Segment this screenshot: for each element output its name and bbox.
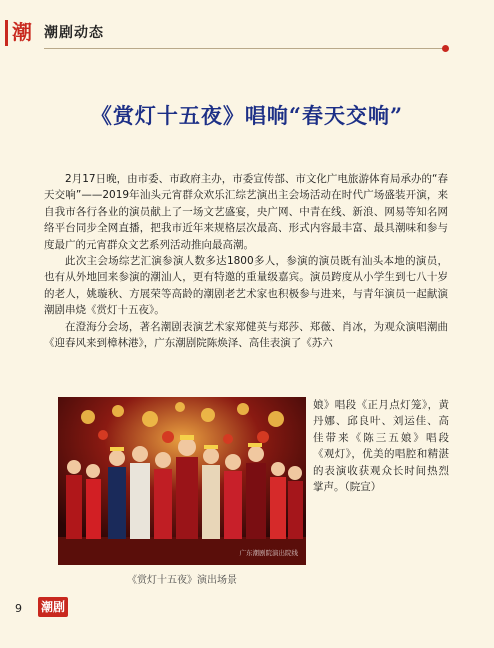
photo-caption: 《赏灯十五夜》演出场景 bbox=[127, 575, 237, 586]
paragraph-3: 在澄海分会场，著名潮剧表演艺术家郑健英与郑莎、郑薇、肖冰，为观众演唱潮曲《迎春风来到樟林港》，广东潮剧院陈焕泽、高佳表演了《苏六 bbox=[44, 320, 448, 350]
article-title: 《赏灯十五夜》唱响“春天交响” bbox=[90, 103, 404, 128]
header-logo: 潮 bbox=[12, 20, 32, 44]
performance-photo bbox=[58, 397, 306, 565]
page-number: 9 bbox=[15, 602, 22, 615]
header-divider bbox=[44, 48, 446, 49]
article-body bbox=[44, 171, 448, 351]
footer-logo: 潮剧 bbox=[38, 597, 68, 617]
header-dot bbox=[442, 45, 449, 52]
stage-scene-image bbox=[58, 397, 306, 565]
header-logo-bar bbox=[5, 20, 8, 46]
section-title: 潮剧动态 bbox=[44, 25, 104, 41]
paragraph-2: 此次主会场综艺汇演参演人数多达1800多人，参演的演员既有汕头本地的演员，也有从外地回来参演的潮汕人，更有特邀的重量级嘉宾。演员跨度从小学生到七八十岁的老人，姚璇秋、方展荣等高龄的潮剧老艺术家也积极参与进来，与青年演员一起献演潮剧串烧《赏灯十五夜》。 bbox=[44, 255, 448, 317]
paragraph-1: 2月17日晚，由市委、市政府主办，市委宣传部、市文化广电旅游体育局承办的“春天交响”——2019年汕头元宵群众欢乐汇综艺演出主会场活动在时代广场盛装开演，来自我市各行各业的演员献上了一场文艺盛宴，央广网、中青在线、新浪、网易等知名网络平台同步全网直播，把我市近年来规格层次最高、形式内容最丰富、最具潮味和参与度最广的元宵群众文艺系列活动推向最高潮。 bbox=[44, 173, 448, 251]
photo-watermark: 广东潮剧院演出院线 bbox=[239, 549, 298, 557]
side-column-text: 娘》唱段《正月点灯笼》，黄丹娜、邱良叶、刘运佳、高佳带来《陈三五娘》唱段《观灯》，优美的唱腔和精湛的表演收获观众长时间热烈掌声。（院宣） bbox=[313, 399, 449, 494]
page-header bbox=[0, 0, 494, 56]
